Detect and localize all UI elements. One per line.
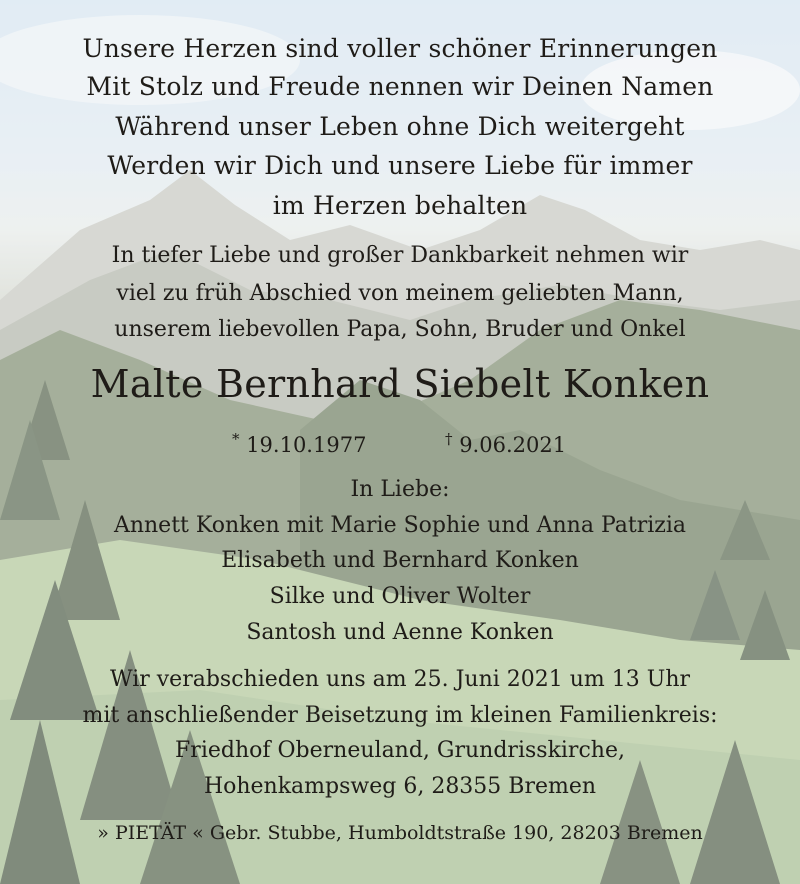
verse-line-2: Mit Stolz und Freude nennen wir Deinen Namen [86, 72, 714, 101]
intro-line-3: unserem liebevollen Papa, Sohn, Bruder und Onkel [114, 317, 686, 342]
family-member: Santosh und Aenne Konken [246, 620, 554, 645]
death-date: 9.06.2021 [459, 433, 567, 457]
family-member: Silke und Oliver Wolter [269, 584, 531, 609]
service-line-2: mit anschließender Beisetzung im kleinen Familienkreis: [82, 703, 718, 728]
intro-line-2: viel zu früh Abschied von meinem geliebten Mann, [116, 281, 684, 306]
birth-date: 19.10.1977 [246, 433, 367, 457]
birth-date-group [232, 430, 366, 457]
verse-line-3: Während unser Leben ohne Dich weitergeht [115, 112, 685, 141]
funeral-home-footer: » PIETÄT « Gebr. Stubbe, Humboldtstraße 190, 28203 Bremen [97, 822, 703, 844]
service-line-1: Wir verabschieden uns am 25. Juni 2021 um 13 Uhr [109, 667, 690, 692]
family-member: Elisabeth und Bernhard Konken [221, 548, 579, 573]
death-date-group [445, 430, 566, 457]
intro-line-1: In tiefer Liebe und großer Dankbarkeit nehmen wir [111, 243, 689, 268]
verse-line-5: im Herzen behalten [272, 191, 528, 220]
verse-line-4: Werden wir Dich und unsere Liebe für immer [107, 151, 693, 180]
life-dates [0, 430, 800, 460]
birth-symbol: * [232, 430, 240, 448]
family-heading: In Liebe: [350, 477, 450, 502]
service-line-3: Friedhof Oberneuland, Grundrisskirche, [175, 738, 625, 763]
family-member: Annett Konken mit Marie Sophie und Anna Patrizia [113, 513, 687, 538]
verse-line-1: Unsere Herzen sind voller schöner Erinnerungen [82, 34, 718, 63]
service-line-4: Hohenkampsweg 6, 28355 Bremen [203, 774, 597, 799]
death-symbol: † [445, 430, 453, 448]
deceased-name: Malte Bernhard Siebelt Konken [90, 362, 710, 406]
